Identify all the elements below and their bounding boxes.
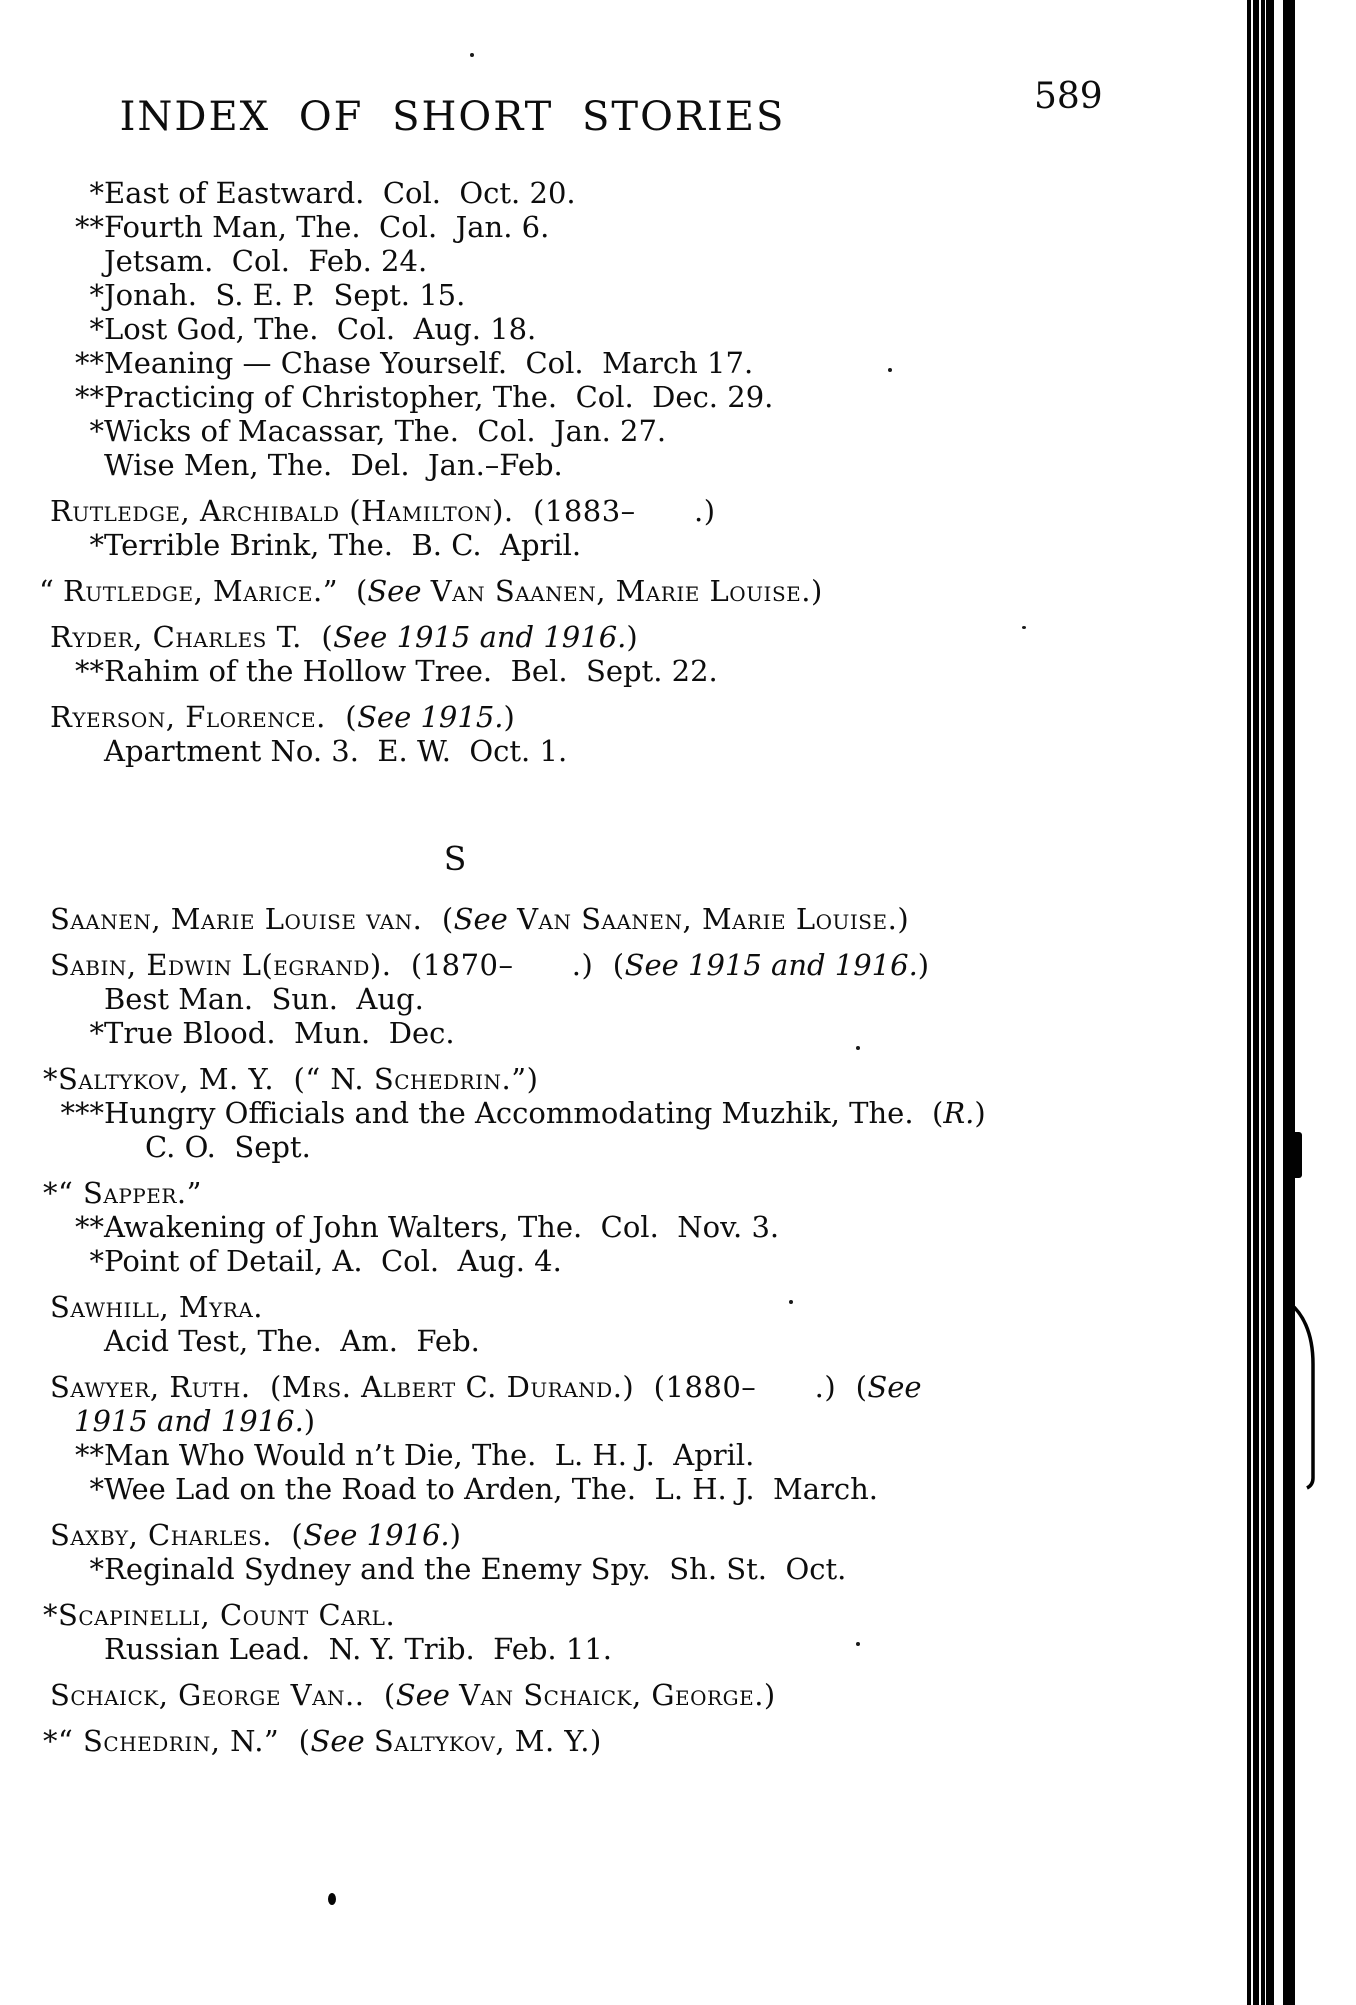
text-segment: ) — [503, 700, 515, 734]
entry-stars — [50, 1632, 104, 1666]
page-title: INDEX OF SHORT STORIES — [119, 94, 786, 140]
entry-text — [104, 982, 424, 1016]
entry-stars: ** — [75, 1438, 104, 1472]
scan-speck — [1022, 626, 1026, 629]
index-entry-line — [50, 414, 1070, 448]
entry-text — [104, 528, 581, 562]
text-segment: ) — [974, 1096, 986, 1130]
text-segment: Van Saanen, Marie Louise. — [517, 902, 898, 936]
text-segment: 1915 and 1916. — [74, 1404, 304, 1438]
text-segment: *“ Schedrin, N.” ( — [43, 1724, 311, 1758]
text-segment: Sabin, Edwin L(egrand). (1870– .) ( — [50, 948, 625, 982]
text-segment: See — [867, 1370, 922, 1404]
entry-text — [104, 210, 549, 244]
scan-speck — [789, 1300, 793, 1304]
entry-text — [104, 346, 753, 380]
text-segment: ) — [449, 1518, 461, 1552]
entry-stars: * — [89, 1472, 104, 1506]
text-segment: East of Eastward. Col. Oct. 20. — [104, 176, 576, 210]
text-segment: Russian Lead. N. Y. Trib. Feb. 11. — [104, 1632, 612, 1666]
text-segment: See — [310, 1724, 374, 1758]
index-entry-line — [50, 1016, 1070, 1050]
entry-stars — [50, 734, 104, 768]
text-segment: See — [367, 574, 431, 608]
entry-stars: ** — [75, 654, 104, 688]
index-entry-line — [50, 734, 1070, 768]
entry-stars: * — [89, 1016, 104, 1050]
text-segment: ” ( — [322, 574, 368, 608]
gutter-stripe — [1247, 0, 1251, 2005]
entry-text — [104, 1552, 846, 1586]
entry-text — [104, 1472, 878, 1506]
scan-speck — [470, 53, 474, 57]
entry-stars: * — [89, 1552, 104, 1586]
index-entry-line — [50, 494, 1070, 528]
entry-stars: * — [89, 1244, 104, 1278]
index-entry-line — [50, 948, 1070, 982]
index-entry-line — [50, 1518, 1070, 1552]
index-entry-line — [50, 1632, 1070, 1666]
index-entry-line — [43, 1062, 1070, 1096]
index-entry-line — [50, 1472, 1070, 1506]
entry-stars: * — [89, 312, 104, 346]
index-entry-line — [43, 1598, 1070, 1632]
text-segment: ) — [917, 948, 930, 982]
text-segment: Sawyer, Ruth. (Mrs. Albert C. Durand.) (1880– .) ( — [50, 1370, 868, 1404]
index-entry-line — [50, 654, 1070, 688]
entry-text — [104, 244, 427, 278]
text-segment: Lost God, The. Col. Aug. 18. — [104, 312, 537, 346]
text-segment: R. — [943, 1096, 975, 1130]
index-entry-line — [50, 380, 1070, 414]
entry-text — [104, 312, 536, 346]
text-segment: See 1915 and 1916. — [333, 620, 627, 654]
index-entry-line — [50, 1678, 1070, 1712]
text-segment: ) — [897, 902, 909, 936]
gutter-stripe — [1261, 0, 1265, 2005]
gutter-stripe — [1266, 0, 1274, 2005]
entry-text — [104, 414, 666, 448]
text-segment: *“ Sapper.” — [43, 1176, 202, 1210]
text-segment: Saxby, Charles. ( — [50, 1518, 304, 1552]
index-entry-line — [50, 278, 1070, 312]
index-entry-line — [50, 448, 1070, 482]
index-entry-line — [50, 176, 1070, 210]
text-segment: Fourth Man, The. Col. Jan. 6. — [104, 210, 550, 244]
bottom-bullet — [328, 1893, 336, 1905]
index-entry-line — [50, 1324, 1070, 1358]
entry-stars — [50, 448, 104, 482]
text-segment: ) — [763, 1678, 776, 1712]
text-segment: Wicks of Macassar, The. Col. Jan. 27. — [104, 414, 667, 448]
gutter-stripe — [1283, 0, 1295, 2005]
index-entry-line — [50, 620, 1070, 654]
page-curl-line — [1286, 1302, 1322, 1490]
text-segment: True Blood. Mun. Dec. — [104, 1016, 455, 1050]
entry-text — [104, 1244, 562, 1278]
entry-stars: * — [89, 528, 104, 562]
index-entry-line — [50, 1244, 1070, 1278]
text-segment: Jetsam. Col. Feb. 24. — [104, 244, 428, 278]
text-segment: Acid Test, The. Am. Feb. — [104, 1324, 480, 1358]
index-entry-line — [50, 1552, 1070, 1586]
entry-text — [104, 1632, 612, 1666]
section-heading: S — [443, 839, 467, 878]
entry-stars: ** — [75, 210, 104, 244]
scan-speck — [888, 368, 892, 372]
text-segment: See 1916. — [303, 1518, 450, 1552]
index-entry-line — [50, 244, 1070, 278]
text-segment: Practicing of Christopher, The. Col. Dec. 29. — [104, 380, 774, 414]
text-segment: See — [453, 902, 518, 936]
entry-text — [104, 654, 718, 688]
text-segment: *Scapinelli, Count Carl. — [43, 1598, 396, 1632]
text-segment: *Saltykov, M. Y. (“ N. Schedrin.”) — [43, 1062, 539, 1096]
entry-text — [104, 1096, 986, 1130]
entry-text — [104, 448, 563, 482]
entry-stars: *** — [60, 1096, 104, 1130]
text-segment: See — [395, 1678, 460, 1712]
index-entry-line — [50, 700, 1070, 734]
text-segment: Meaning — Chase Yourself. Col. March 17. — [104, 346, 754, 380]
index-entry-line — [50, 528, 1070, 562]
text-segment: ) — [590, 1724, 602, 1758]
entry-stars: * — [89, 414, 104, 448]
text-segment: Rahim of the Hollow Tree. Bel. Sept. 22. — [104, 654, 718, 688]
entry-stars — [50, 244, 104, 278]
index-entry-line — [50, 346, 1070, 380]
entry-text — [104, 734, 567, 768]
index-entry-line — [50, 1438, 1070, 1472]
text-segment: Rutledge, Marice. — [63, 574, 323, 608]
entry-stars — [50, 1324, 104, 1358]
index-body — [39, 176, 1070, 1758]
index-entry-line — [50, 1210, 1070, 1244]
index-entry-line — [39, 574, 1070, 608]
index-entry-line — [50, 982, 1070, 1016]
text-segment: Saanen, Marie Louise van. ( — [50, 902, 454, 936]
text-segment: Reginald Sydney and the Enemy Spy. Sh. St. Oct. — [104, 1552, 847, 1586]
index-entry-line — [50, 1096, 1070, 1130]
index-entry-line — [74, 1404, 1070, 1438]
entry-text — [104, 1210, 779, 1244]
text-segment: Van Saanen, Marie Louise. — [430, 574, 811, 608]
text-segment: Terrible Brink, The. B. C. April. — [104, 528, 582, 562]
index-entry-line — [43, 1176, 1070, 1210]
index-entry-line — [50, 902, 1070, 936]
index-entry-line — [50, 210, 1070, 244]
entry-text — [104, 380, 773, 414]
text-segment: Man Who Would n’t Die, The. L. H. J. April. — [104, 1438, 755, 1472]
scan-speck — [856, 1642, 860, 1646]
text-segment: Ryerson, Florence. ( — [50, 700, 358, 734]
entry-text — [104, 1324, 480, 1358]
index-entry-line — [50, 312, 1070, 346]
text-segment: Ryder, Charles T. ( — [50, 620, 334, 654]
entry-stars: * — [89, 176, 104, 210]
index-entry-line — [43, 1724, 1070, 1758]
entry-text — [104, 278, 465, 312]
text-segment: ) — [626, 620, 638, 654]
text-segment: “ — [39, 574, 64, 608]
text-segment: ) — [810, 574, 823, 608]
text-segment: C. O. Sept. — [145, 1130, 311, 1164]
text-segment: Wise Men, The. Del. Jan.–Feb. — [104, 448, 563, 482]
text-segment: Van Schaick, George. — [459, 1678, 764, 1712]
entry-stars: ** — [75, 346, 104, 380]
text-segment: Rutledge, Archibald (Hamilton). (1883– .) — [50, 494, 716, 528]
text-segment: Wee Lad on the Road to Arden, The. L. H. J. March. — [104, 1472, 878, 1506]
text-segment: Awakening of John Walters, The. Col. Nov. 3. — [104, 1210, 780, 1244]
entry-stars: ** — [75, 380, 104, 414]
entry-stars — [50, 982, 104, 1016]
text-segment: Hungry Officials and the Accommodating Muzhik, The. ( — [104, 1096, 944, 1130]
index-entry-line — [145, 1130, 1070, 1164]
text-segment: Apartment No. 3. E. W. Oct. 1. — [104, 734, 568, 768]
entry-stars: ** — [75, 1210, 104, 1244]
text-segment: Sawhill, Myra. — [50, 1290, 264, 1324]
page-number: 589 — [1034, 76, 1103, 117]
gutter-stripe — [1253, 0, 1259, 2005]
entry-text — [104, 1016, 455, 1050]
text-segment: See 1915. — [357, 700, 504, 734]
index-entry-line — [50, 1290, 1070, 1324]
scan-speck — [856, 1046, 860, 1050]
gutter-blob — [1292, 1132, 1302, 1178]
text-segment: ) — [303, 1404, 316, 1438]
entry-stars: * — [89, 278, 104, 312]
entry-text — [104, 176, 576, 210]
entry-text — [104, 1438, 754, 1472]
text-segment: Saltykov, M. Y. — [373, 1724, 591, 1758]
text-segment: Best Man. Sun. Aug. — [104, 982, 424, 1016]
text-segment: Jonah. S. E. P. Sept. 15. — [104, 278, 466, 312]
text-segment: See 1915 and 1916. — [624, 948, 918, 982]
text-segment: Schaick, George Van.. ( — [50, 1678, 396, 1712]
text-segment: Point of Detail, A. Col. Aug. 4. — [104, 1244, 562, 1278]
index-entry-line — [50, 1370, 1070, 1404]
